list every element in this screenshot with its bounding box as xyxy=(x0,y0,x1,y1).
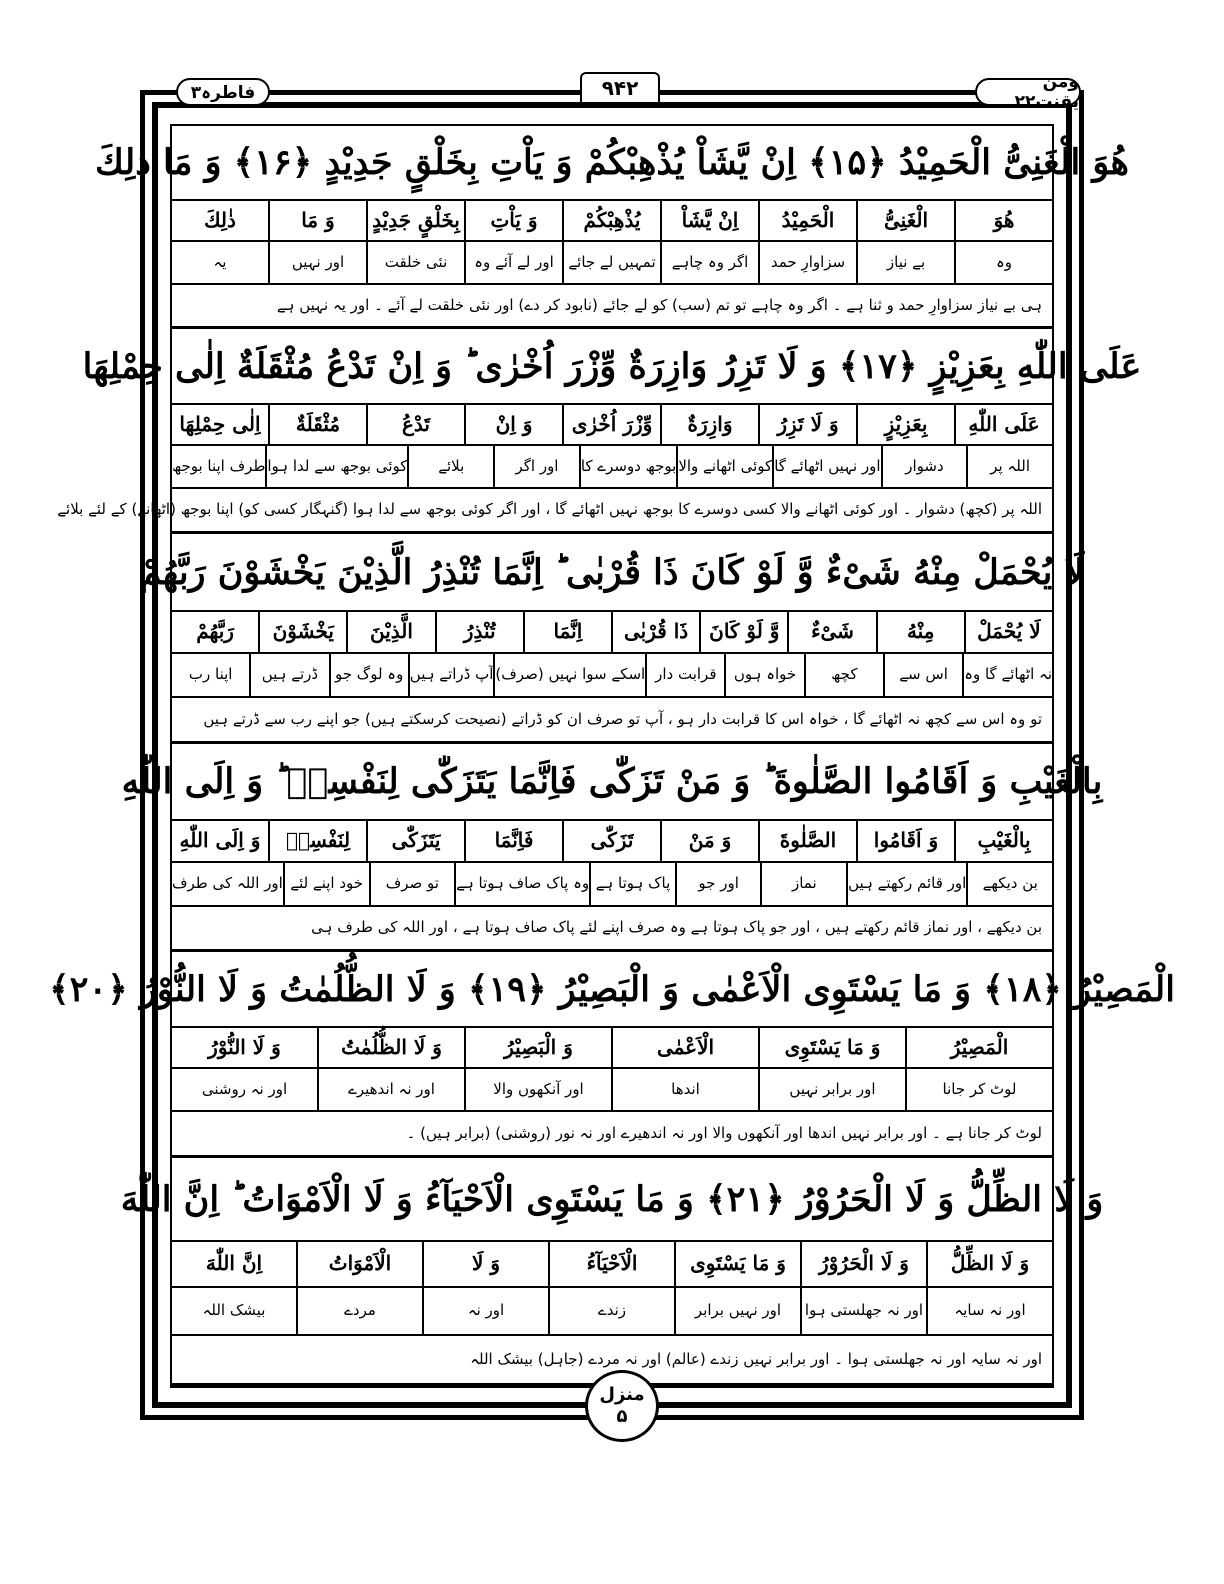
word-cell: وَ اِلَى اللّٰهِ xyxy=(179,828,261,852)
translation-line: ہی بے نیاز سزاوارِ حمد و ثنا ہے ۔ اگر وہ چاہے تو تم (سب) کو لے جائے (نابود کر دے) اور نئی خلقت لے آئے ۔ اور یہ نہیں ہے xyxy=(172,283,1052,329)
meaning-cell: اور نہیں xyxy=(268,240,366,283)
word-cell: الْمَصِیْرُ xyxy=(905,1026,1052,1067)
meaning-cell: قرابت دار xyxy=(645,652,724,696)
word-cell: وَازِرَةٌ xyxy=(660,403,758,444)
word-cell: وَ لَا تَزِرُ xyxy=(758,403,856,444)
meaning-cell: اور نہیں اٹھائے گا xyxy=(772,444,880,487)
meaning-cell: اور نہ اندھیرے xyxy=(317,1067,464,1110)
meaning-row xyxy=(172,861,1052,907)
word-cell: الْاَعْمٰى xyxy=(611,1026,758,1067)
meaning-cell: بن دیکھے xyxy=(966,861,1052,905)
meaning-cell: نماز xyxy=(760,861,846,905)
meaning-cell: مردے xyxy=(296,1286,422,1334)
word-cell: هُوَ xyxy=(954,199,1052,240)
meaning-cell: خود اپنے لئے xyxy=(283,861,369,905)
word-cell: تَدْعُ xyxy=(366,403,464,444)
word-cell: یَخْشَوْنَ xyxy=(258,610,346,652)
verse-block xyxy=(120,1158,1104,1386)
word-cell: وَ الْبَصِیْرُ xyxy=(464,1026,611,1067)
meaning-cell: اور جو xyxy=(675,861,761,905)
meaning-cell: اور لے آئے وہ xyxy=(464,240,562,283)
meaning-row xyxy=(172,1067,1052,1112)
word-cell: اِنْ یَّشَاْ xyxy=(660,199,758,240)
word-cell: وَ لَا xyxy=(422,1240,548,1286)
word-cell: شَیْءٌ xyxy=(787,610,875,652)
word-cell: یُذْهِبْكُمْ xyxy=(562,199,660,240)
meaning-cell: بوجھ دوسرے کا xyxy=(579,444,676,487)
meaning-cell: بے نیاز xyxy=(856,240,954,283)
meaning-cell: آپ ڈراتے ہیں xyxy=(408,652,494,696)
meaning-cell: اندھا xyxy=(611,1067,758,1110)
word-cell: وَ لَا الظُّلُمٰتُ xyxy=(317,1026,464,1067)
manzil-label: منزل xyxy=(599,1384,645,1405)
word-cell: وَ مَا یَسْتَوِی xyxy=(758,1026,905,1067)
meaning-cell: اور اگر xyxy=(493,444,579,487)
arabic-verse: وَ لَا الظِّلُّ وَ لَا الْحَرُوْرُ ﴿۲۱﴾ وَ مَا یَسْتَوِی الْاَحْیَآءُ وَ لَا الْاَمْوَاتُ ؕ اِنَّ اللّٰهَ xyxy=(172,1158,1052,1242)
meaning-cell: تو صرف xyxy=(369,861,455,905)
meaning-cell: پاک ہوتا ہے xyxy=(589,861,675,905)
word-cell: الْغَنِیُّ xyxy=(856,199,954,240)
meaning-cell: وہ xyxy=(954,240,1052,283)
meaning-cell: اسکے سوا نہیں (صرف) xyxy=(493,652,645,696)
meaning-cell: سزاوارِ حمد xyxy=(758,240,856,283)
word-cell: مُثْقَلَةٌ xyxy=(268,403,366,444)
word-cell: فَاِنَّمَا xyxy=(464,819,562,861)
meaning-cell: یہ xyxy=(213,252,227,271)
meaning-cell: اپنا رب xyxy=(188,665,233,683)
verse-block xyxy=(57,329,1142,534)
word-cell: الْحَمِیْدُ xyxy=(758,199,856,240)
word-cell: وَ مَا یَسْتَوِی xyxy=(674,1240,800,1286)
word-row xyxy=(172,1240,1052,1288)
word-cell: الْاَمْوَاتُ xyxy=(296,1240,422,1286)
meaning-cell: بیشک اللہ xyxy=(202,1301,266,1319)
meaning-cell: نئی خلقت xyxy=(366,240,464,283)
word-cell: وِّزْرَ اُخْرٰى xyxy=(562,403,660,444)
word-cell: وَ لَا الظِّلُّ xyxy=(926,1240,1052,1286)
word-row xyxy=(172,610,1052,654)
word-row xyxy=(172,819,1052,863)
translation-line: تو وہ اس سے کچھ نہ اٹھائے گا ، خواہ اس کا قرابت دار ہو ، آپ تو صرف ان کو ڈراتے (نصیحت کرسکتے ہیں) جو اپنے رب سے ڈرتے ہیں xyxy=(172,696,1052,744)
word-row xyxy=(172,199,1052,242)
meaning-cell: کوئی بوجھ سے لدا ہوا xyxy=(265,444,407,487)
meaning-cell: بلائے xyxy=(407,444,493,487)
verse-block xyxy=(139,534,1085,744)
word-cell: یَتَزَكّٰى xyxy=(366,819,464,861)
word-cell: وَ اَقَامُوا xyxy=(856,819,954,861)
meaning-cell: وہ لوگ جو xyxy=(329,652,408,696)
word-cell: بِخَلْقٍ جَدِیْدٍ xyxy=(366,199,464,240)
meaning-cell: اور نہ جھلستی ہوا xyxy=(800,1286,926,1334)
meaning-cell: لوٹ کر جانا xyxy=(905,1067,1052,1110)
word-cell: تُنْذِرُ xyxy=(435,610,523,652)
meaning-cell: اور آنکھوں والا xyxy=(464,1067,611,1110)
word-cell: وَ یَاْتِ xyxy=(464,199,562,240)
word-cell: وَ مَنْ xyxy=(660,819,758,861)
translation-line: لوٹ کر جانا ہے ۔ اور برابر نہیں اندھا اور آنکھوں والا اور نہ اندھیرے اور نہ نور (روشنی) (برابر ہیں) ۔ xyxy=(172,1110,1052,1158)
meaning-row xyxy=(172,444,1052,489)
verse-block xyxy=(49,952,1175,1158)
arabic-verse: لَا یُحْمَلْ مِنْهُ شَیْءٌ وَّ لَوْ كَانَ ذَا قُرْبٰى ؕ اِنَّمَا تُنْذِرُ الَّذِیْنَ یَخْشَوْنَ رَبَّهُمْ xyxy=(172,534,1052,612)
meaning-cell: اور نہ سایہ xyxy=(926,1286,1052,1334)
meaning-cell: اور برابر نہیں xyxy=(758,1067,905,1110)
word-cell: وَ لَا الْحَرُوْرُ xyxy=(800,1240,926,1286)
word-cell: الْاَحْیَآءُ xyxy=(548,1240,674,1286)
arabic-verse: الْمَصِیْرُ ﴿۱۸﴾ وَ مَا یَسْتَوِی الْاَعْمٰى وَ الْبَصِیْرُ ﴿۱۹﴾ وَ لَا الظُّلُمٰتُ وَ لَا النُّوْرُ ﴿۲۰﴾ xyxy=(172,952,1052,1028)
word-cell: وَ اِنْ xyxy=(464,403,562,444)
meaning-cell: اور نہ xyxy=(422,1286,548,1334)
manzil-medallion xyxy=(585,1370,659,1442)
translation-line: اللہ پر (کچھ) دشوار ۔ اور کوئی اٹھانے والا کسی دوسرے کا بوجھ نہیں اٹھائے گا ، اور اگر کوئی بوجھ سے لدا ہوا (گنہگار کسی کو) اپنا بوجھ (اٹھانے) کے لئے بلائے xyxy=(172,487,1052,534)
manzil-number: ۵ xyxy=(616,1406,628,1427)
translation-line: بن دیکھے ، اور نماز قائم رکھتے ہیں ، اور جو پاک ہوتا ہے وہ صرف اپنے لئے پاک صاف ہوتا ہے ، اور اللہ کی طرف ہی xyxy=(172,905,1052,952)
meaning-cell: وہ پاک صاف ہوتا ہے xyxy=(454,861,589,905)
word-cell: بِالْغَیْبِ xyxy=(954,819,1052,861)
word-cell: بِعَزِیْزٍ xyxy=(856,403,954,444)
word-cell: الَّذِیْنَ xyxy=(346,610,434,652)
meaning-cell: اور قائم رکھتے ہیں xyxy=(846,861,966,905)
word-cell: وَّ لَوْ كَانَ xyxy=(699,610,787,652)
verse-block xyxy=(121,744,1103,952)
meaning-cell: دشوار xyxy=(881,444,967,487)
meaning-cell: اور نہ روشنی xyxy=(201,1079,288,1098)
surah-label: فاطرہ۳ xyxy=(176,78,270,106)
word-cell: لَا یُحْمَلْ xyxy=(964,610,1052,652)
translation-line: اور نہ سایہ اور نہ جھلستی ہوا ۔ اور برابر نہیں زندے (عالم) اور نہ مردے (جاہل) بیشک اللہ xyxy=(172,1334,1052,1386)
meaning-cell: اور اللہ کی طرف xyxy=(171,874,283,892)
meaning-row xyxy=(172,240,1052,285)
word-cell: ذٰلِكَ xyxy=(204,207,236,232)
word-cell: رَبَّهُمْ xyxy=(196,619,234,643)
word-cell: وَ مَا xyxy=(268,199,366,240)
arabic-verse: بِالْغَیْبِ وَ اَقَامُوا الصَّلٰوةَ ؕ وَ مَنْ تَزَكّٰى فَاِنَّمَا یَتَزَكّٰى لِنَفْسِهٖ ؕ وَ اِلَى اللّٰهِ xyxy=(172,744,1052,821)
word-cell: اِلٰى حِمْلِهَا xyxy=(179,411,261,436)
meaning-cell: اس سے xyxy=(883,652,962,696)
word-cell: ذَا قُرْبٰى xyxy=(611,610,699,652)
meaning-cell: اللہ پر xyxy=(966,444,1052,487)
word-cell: عَلَى اللّٰهِ xyxy=(954,403,1052,444)
meaning-cell: نہ اٹھائے گا وہ xyxy=(962,652,1052,696)
meaning-cell: تمہیں لے جائے xyxy=(562,240,660,283)
word-row xyxy=(172,403,1052,446)
meaning-cell: اور نہیں برابر xyxy=(674,1286,800,1334)
meaning-cell: کچھ xyxy=(804,652,883,696)
word-cell: تَزَكّٰى xyxy=(562,819,660,861)
arabic-verse: عَلَى اللّٰهِ بِعَزِیْزٍ ﴿۱۷﴾ وَ لَا تَزِرُ وَازِرَةٌ وِّزْرَ اُخْرٰى ؕ وَ اِنْ تَدْعُ مُثْقَلَةٌ اِلٰى حِمْلِهَا xyxy=(172,329,1052,405)
word-row xyxy=(172,1026,1052,1069)
meaning-row xyxy=(172,1286,1052,1336)
meaning-row xyxy=(172,652,1052,698)
word-cell: الصَّلٰوةَ xyxy=(758,819,856,861)
meaning-cell: خواہ ہوں xyxy=(724,652,803,696)
meaning-cell: کوئی اٹھانے والا xyxy=(676,444,772,487)
word-cell: لِنَفْسِهٖ xyxy=(268,819,366,861)
word-cell: وَ لَا النُّوْرُ xyxy=(208,1034,281,1059)
word-cell: مِنْهُ xyxy=(876,610,964,652)
meaning-cell: زندے xyxy=(548,1286,674,1334)
word-cell: اِنَّ اللّٰهَ xyxy=(205,1251,263,1275)
verse-block xyxy=(95,126,1129,329)
meaning-cell: ڈرتے ہیں xyxy=(249,652,328,696)
meaning-cell: طرف اپنا بوجھ xyxy=(171,456,266,475)
page-number: ۹۴۲ xyxy=(580,72,660,104)
arabic-verse: هُوَ الْغَنِیُّ الْحَمِیْدُ ﴿۱۵﴾ اِنْ یَّشَاْ یُذْهِبْكُمْ وَ یَاْتِ بِخَلْقٍ جَدِیْدٍ ﴿۱۶﴾ وَ مَا ذٰلِكَ xyxy=(172,126,1052,201)
para-label: ومن یقنت۲۲ xyxy=(975,78,1081,106)
word-cell: اِنَّمَا xyxy=(523,610,611,652)
meaning-cell: اگر وہ چاہے xyxy=(660,240,758,283)
